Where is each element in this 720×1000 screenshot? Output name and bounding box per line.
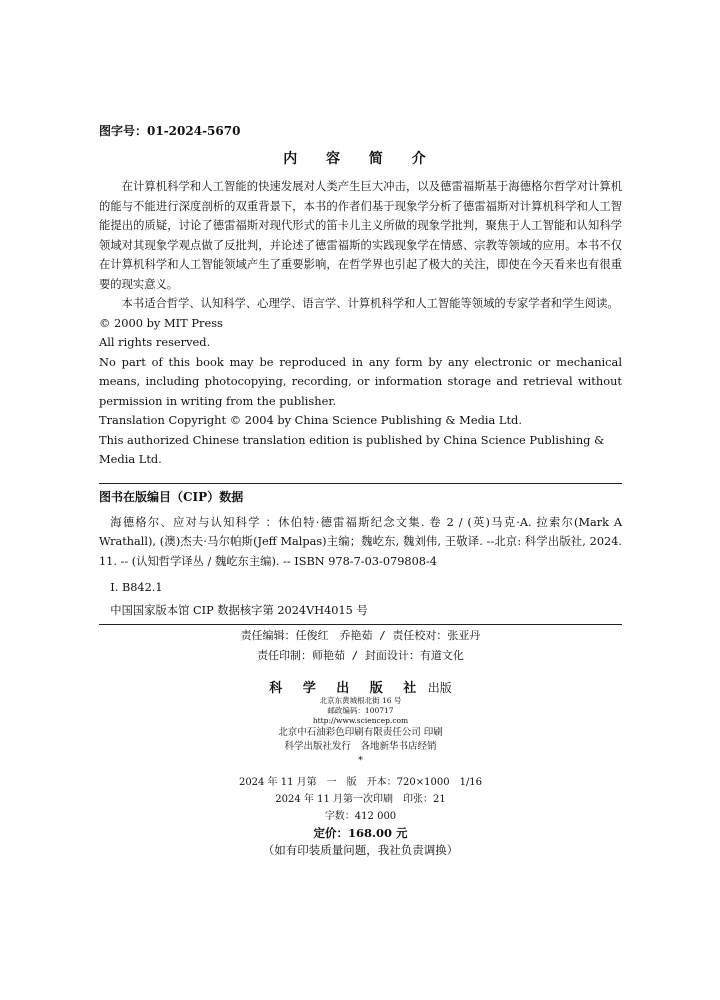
publisher-block (99, 681, 622, 768)
summary-heading: 内 容 简 介 (283, 151, 438, 167)
distribution-line: 科学出版社发行 各地新华书店经销 (284, 741, 437, 752)
summary-paragraph-1: 在计算机科学和人工智能的快速发展对人类产生巨大冲击，以及德雷福斯基于海德格尔哲学对计算机的能与不能进行深度剖析的双重背景下，本书的作者们基于现象学分析了德雷福斯对计算机科学和人工智能提出的质疑，讨论了德雷福斯对现代形式的笛卡儿主义所做的现象学批判，聚焦于人工智能和认知科学领域对其现象学观点做了反批判，并论述了德雷福斯的实践现象学在情感、宗教等领域的应用。本书不仅在计算机科学和人工智能领域产生了重要影响，在哲学界也引起了极大的关注，即使在今天看来也有很重要的现实意义。 (99, 180, 622, 291)
cip-classification: Ⅰ. B842.1 (110, 581, 163, 594)
copyright-line-3: No part of this book may be reproduced in any form by any electronic or mechanical means, including photocopying, recording, or information storage and retrieval without permission in writing from the publisher. (99, 354, 622, 408)
page-content (99, 122, 622, 859)
quality-note: （如有印装质量问题，我社负责调换） (262, 843, 459, 857)
cip-title: 图书在版编目（CIP）数据 (99, 489, 244, 504)
registry-number: 图字号：01-2024-5670 (99, 124, 241, 138)
copyright-line-1: © 2000 by MIT Press (99, 315, 223, 330)
price-line: 定价：168.00 元 (313, 826, 408, 840)
publisher-name: 科 学 出 版 社 (269, 681, 425, 696)
edition-line: 2024 年 11 月第 一 版 开本：720×1000 1/16 (238, 777, 483, 788)
publisher-suffix: 出版 (427, 681, 452, 695)
specs-block (99, 774, 622, 859)
separator-star: * (358, 755, 363, 766)
publisher-line (99, 681, 622, 696)
copyright-line-2: All rights reserved. (99, 335, 211, 349)
cip-text: 海德格尔、应对与认知科学 ：休伯特·德雷福斯纪念文集. 卷 2 / (英)马克·A. 拉索尔(Mark A Wrathall), (澳)杰夫·马尔帕斯(Jeff Malpas)主编；魏屹东, 魏刘伟, 王敬译. --北京: 科学出版社, 2024. 11. -- (认知哲学译丛 / 魏屹东主编). -- ISBN 978-7-03-079808-4 (99, 515, 622, 568)
copyright-line-5: This authorized Chinese translation edition is published by China Science Publishing & Media Ltd. (99, 432, 605, 466)
printing-line: 2024 年 11 月第一次印刷 印张：21 (275, 794, 446, 805)
credits-line-2: 责任印制：师艳茹 / 封面设计：有道文化 (257, 648, 464, 662)
publisher-address: 北京东黄城根北街 16 号 (319, 696, 402, 705)
credits-line-1: 责任编辑：任俊红 乔艳茹 / 责任校对：张亚丹 (240, 629, 481, 642)
cip-number: 中国国家版本馆 CIP 数据核字第 2024VH4015 号 (110, 604, 368, 617)
publisher-postcode: 邮政编码：100717 (327, 706, 394, 715)
publisher-website: http://www.sciencep.com (312, 716, 409, 725)
summary-paragraph-2: 本书适合哲学、认知科学、心理学、语言学、计算机科学和人工智能等领域的专家学者和学生阅读。 (121, 297, 619, 310)
wordcount-line: 字数：412 000 (324, 811, 397, 822)
copyright-line-4: Translation Copyright © 2004 by China Science Publishing & Media Ltd. (99, 413, 522, 427)
cip-block (99, 483, 622, 626)
printer-line: 北京中石油彩色印刷有限责任公司 印刷 (278, 727, 443, 738)
credits-block (99, 626, 622, 665)
